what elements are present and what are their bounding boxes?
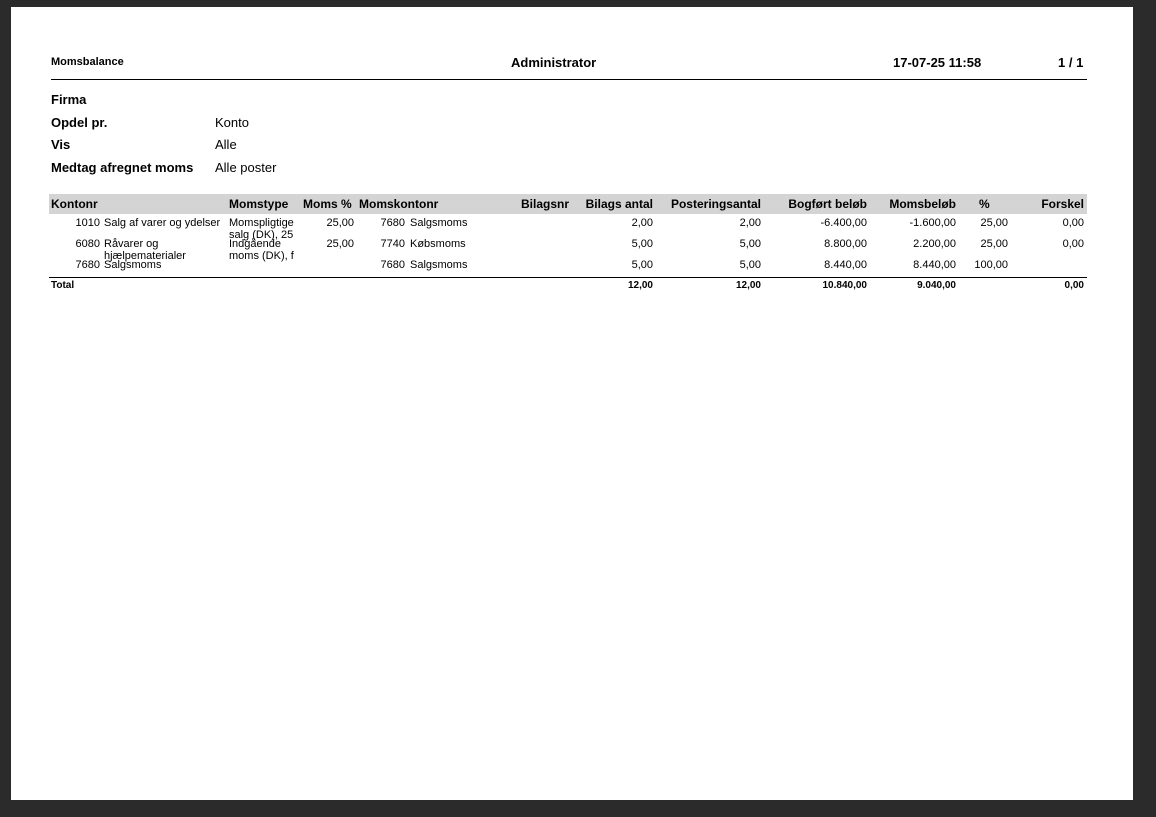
cell-forskel: 0,00: [1062, 217, 1084, 229]
cell-bogfoert: 8.440,00: [824, 259, 867, 271]
report-title: Momsbalance: [51, 56, 124, 68]
cell-pct: 25,00: [980, 217, 1008, 229]
column-header-posteringsantal: Posteringsantal: [670, 197, 761, 211]
param-label: Opdel pr.: [51, 114, 108, 130]
column-header-bogfoert: Bogført beløb: [788, 197, 867, 211]
cell-momskontonr: 7740: [380, 238, 405, 250]
cell-momskontonavn: Købsmoms: [410, 238, 466, 250]
cell-kontonr: 1010: [75, 217, 100, 229]
cell-bogfoert: -6.400,00: [820, 217, 867, 229]
cell-posteringsantal: 5,00: [739, 259, 761, 271]
cell-moms-pct: 25,00: [326, 238, 354, 250]
column-header-kontonr: Kontonr: [51, 197, 98, 211]
report-datetime: 17-07-25 11:58: [893, 55, 982, 70]
column-header-moms-pct: Moms %: [303, 197, 352, 211]
total-bilags-antal: 12,00: [627, 280, 653, 291]
cell-momstype: Indgående moms (DK), f: [229, 238, 294, 262]
cell-pct: 100,00: [974, 259, 1008, 271]
cell-kontonr: 6080: [75, 238, 100, 250]
column-header-forskel: Forskel: [1041, 197, 1084, 211]
total-forskel: 0,00: [1064, 280, 1084, 291]
cell-momstype: [229, 259, 295, 271]
cell-kontonavn: Salgsmoms: [104, 259, 162, 271]
cell-moms-pct: 25,00: [326, 217, 354, 229]
column-header-pct: %: [979, 197, 990, 211]
cell-momsbeloeb: 8.440,00: [913, 259, 956, 271]
param-value: Alle: [215, 137, 237, 152]
cell-kontonavn: Salg af varer og ydelser: [104, 217, 221, 229]
header-divider: [51, 79, 1087, 80]
table-row: [49, 235, 1087, 262]
cell-momskontonavn: Salgsmoms: [410, 217, 468, 229]
cell-bilags-antal: 5,00: [631, 238, 653, 250]
cell-pct: 25,00: [980, 238, 1008, 250]
param-value: Alle poster: [215, 159, 277, 175]
column-header-momsbeloeb: Momsbeløb: [889, 197, 956, 211]
column-header-bilagsnr: Bilagsnr: [520, 197, 569, 211]
total-momsbeloeb: 9.040,00: [917, 280, 956, 291]
param-label: Medtag afregnet moms: [51, 159, 194, 175]
vat-balance-table: [49, 194, 1087, 295]
column-header-bilags-antal: Bilags antal: [585, 197, 653, 211]
total-divider: [49, 277, 1087, 278]
report-page: [11, 7, 1133, 800]
param-label: Vis: [51, 137, 71, 152]
cell-momskontonr: 7680: [380, 217, 405, 229]
cell-bilags-antal: 2,00: [631, 217, 653, 229]
cell-forskel: 0,00: [1062, 238, 1084, 250]
total-bogfoert: 10.840,00: [822, 280, 867, 291]
column-header-momstype: Momstype: [229, 197, 289, 211]
cell-momskontonr: 7680: [380, 259, 405, 271]
table-header: [49, 194, 1087, 214]
total-label: Total: [51, 280, 75, 291]
table-total-row: [49, 277, 1087, 295]
param-value: Konto: [215, 114, 249, 130]
table-row: [49, 256, 1087, 277]
column-header-momskontonr: Momskontonr: [359, 197, 439, 211]
cell-momskontonavn: Salgsmoms: [410, 259, 468, 271]
cell-posteringsantal: 2,00: [739, 217, 761, 229]
report-user: Administrator: [511, 55, 597, 70]
cell-momsbeloeb: -1.600,00: [909, 217, 956, 229]
cell-kontonavn: Råvarer og hjælpematerialer: [104, 238, 186, 262]
cell-momstype: Momspligtige salg (DK), 25: [229, 217, 294, 241]
cell-bogfoert: 8.800,00: [824, 238, 867, 250]
total-posteringsantal: 12,00: [735, 280, 761, 291]
cell-kontonr: 7680: [75, 259, 100, 271]
page-number: 1 / 1: [1058, 55, 1084, 70]
param-label: Firma: [51, 92, 87, 107]
cell-momsbeloeb: 2.200,00: [913, 238, 956, 250]
cell-posteringsantal: 5,00: [739, 238, 761, 250]
table-row: [49, 214, 1087, 241]
cell-bilags-antal: 5,00: [631, 259, 653, 271]
